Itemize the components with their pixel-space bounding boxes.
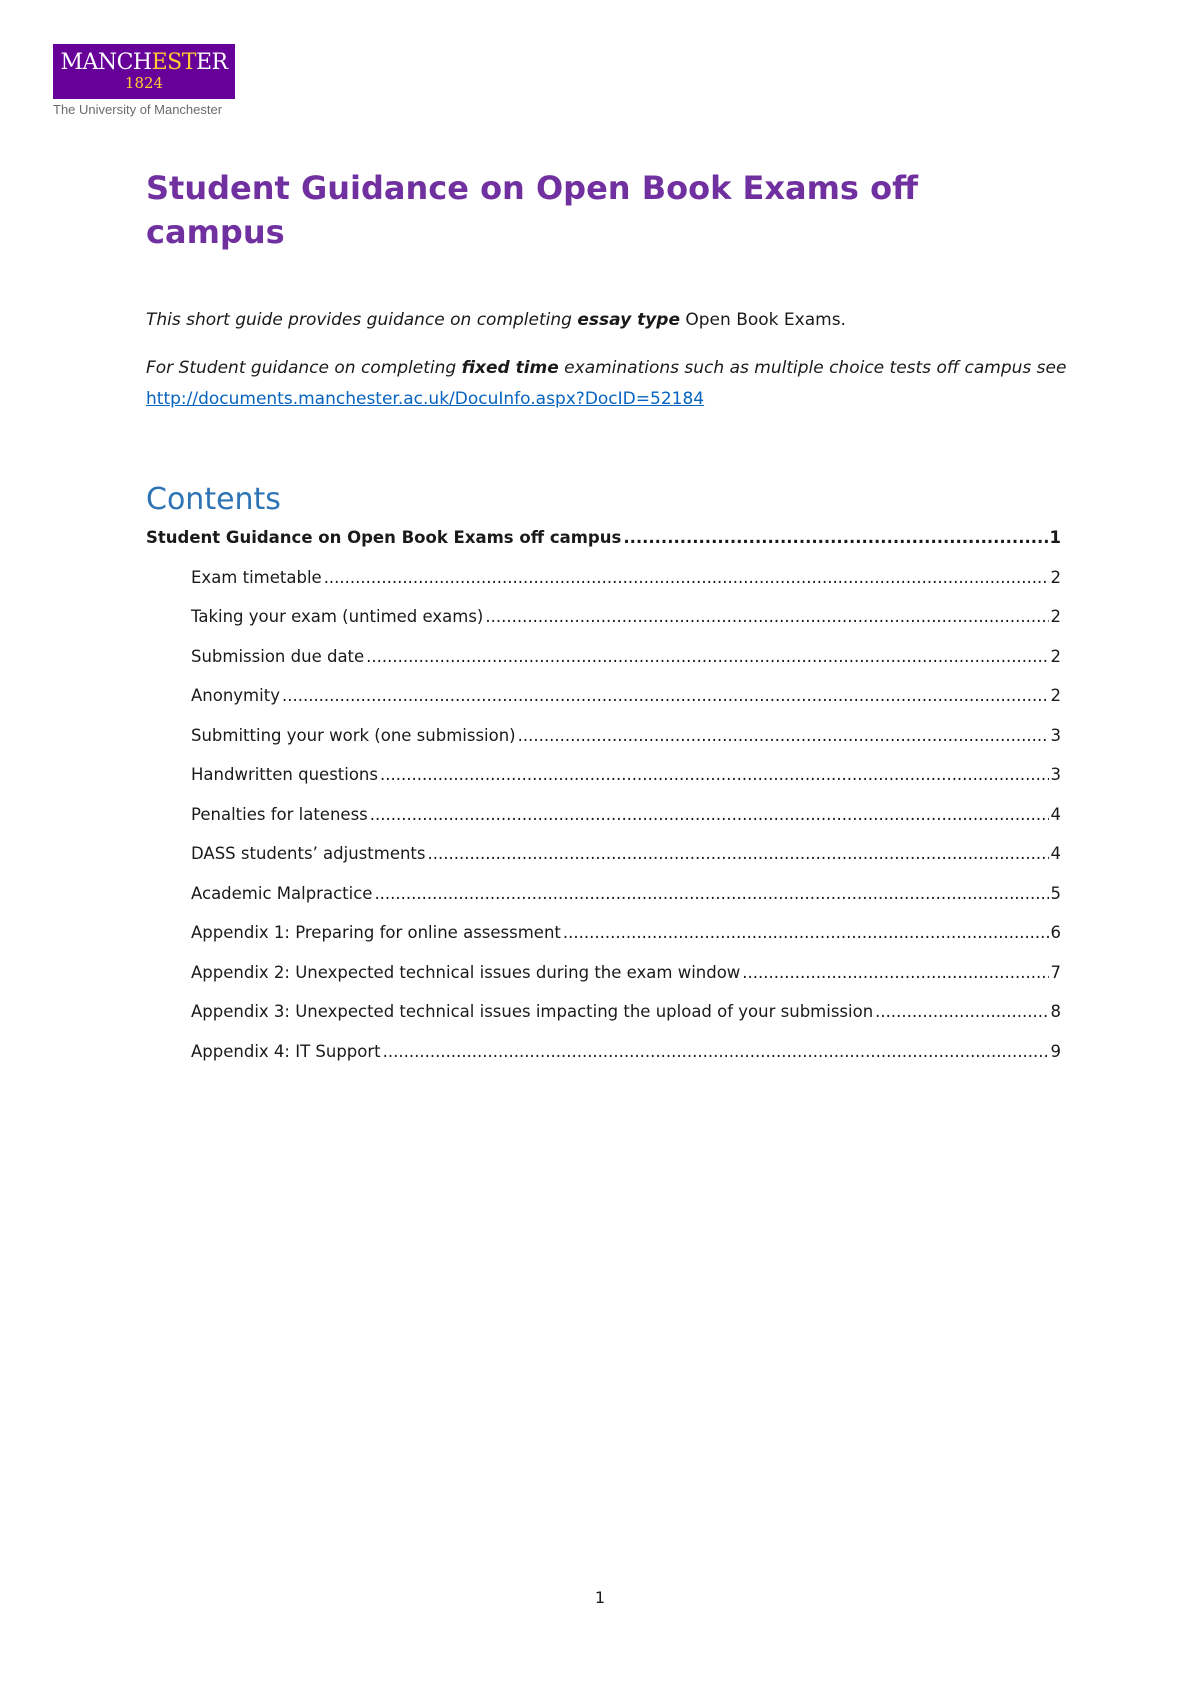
intro-p2-text-b: examinations such as multiple choice tests off campus see: [558, 358, 1067, 378]
toc-entry-label: Appendix 3: Unexpected technical issues impacting the upload of your submission: [191, 1002, 874, 1021]
logo-name-part-1: MANCH: [60, 50, 152, 75]
toc-dot-leader: [366, 647, 1048, 666]
toc-dot-leader: [374, 884, 1048, 903]
toc-entry-label: Appendix 2: Unexpected technical issues during the exam window: [191, 962, 741, 982]
toc-entry-page: 1: [1049, 528, 1061, 547]
logo-name-part-3: ER: [195, 50, 228, 75]
toc-dot-leader: [875, 1002, 1048, 1021]
toc-entry-label: Academic Malpractice: [191, 883, 373, 903]
toc-entry[interactable]: [146, 528, 1061, 568]
toc-entry-page: 2: [1050, 646, 1061, 666]
toc-entry[interactable]: [146, 923, 1061, 963]
toc-entry-label: Appendix 1: Preparing for online assessment: [191, 923, 561, 942]
toc-dot-leader: [324, 568, 1049, 587]
doc-link[interactable]: http://documents.manchester.ac.uk/DocuInfo.aspx?DocID=52184: [146, 389, 705, 409]
logo-subtitle: The University of Manchester: [53, 102, 223, 117]
toc-entry[interactable]: [146, 568, 1061, 608]
toc-entry[interactable]: [146, 647, 1061, 687]
toc-dot-leader: [282, 686, 1049, 705]
toc-entry-label: Taking your exam (untimed exams): [191, 607, 484, 626]
toc-entry-page: 9: [1050, 1041, 1061, 1061]
toc-entry-label: Anonymity: [191, 686, 280, 705]
toc-entry-page: 5: [1050, 883, 1061, 903]
table-of-contents: [146, 528, 1061, 1081]
toc-entry[interactable]: [146, 805, 1061, 845]
toc-entry-label: Submission due date: [191, 646, 365, 666]
toc-entry-label: Exam timetable: [191, 567, 322, 587]
toc-dot-leader: [370, 805, 1049, 824]
toc-entry[interactable]: [146, 1002, 1061, 1042]
toc-entry[interactable]: [146, 607, 1061, 647]
contents-heading: Contents: [146, 482, 281, 517]
intro-paragraph-2: [146, 353, 1076, 415]
toc-entry-page: 4: [1050, 804, 1061, 824]
toc-dot-leader: [742, 963, 1048, 982]
toc-dot-leader: [518, 726, 1049, 745]
intro-p2-text-a: For Student guidance on completing: [146, 358, 462, 378]
toc-entry-label: Submitting your work (one submission): [191, 725, 516, 745]
toc-dot-leader: [383, 1042, 1049, 1061]
logo-name: [60, 52, 227, 74]
toc-entry[interactable]: [146, 844, 1061, 884]
toc-entry-page: 2: [1050, 607, 1061, 626]
intro-p1-text-b: Open Book Exams.: [679, 310, 846, 330]
toc-entry-page: 3: [1050, 765, 1061, 784]
document-title: Student Guidance on Open Book Exams off campus: [146, 169, 919, 251]
intro-p2-bold: fixed time: [461, 358, 559, 378]
university-logo: [53, 44, 243, 117]
toc-dot-leader: [380, 765, 1049, 784]
toc-entry[interactable]: [146, 686, 1061, 726]
toc-entry[interactable]: [146, 1042, 1061, 1082]
toc-entry-page: 2: [1050, 567, 1061, 587]
toc-entry-page: 6: [1050, 923, 1061, 942]
toc-dot-leader: [428, 844, 1049, 863]
toc-entry-page: 3: [1050, 725, 1061, 745]
toc-entry-label: Handwritten questions: [191, 765, 378, 784]
intro-paragraph-1: [146, 305, 1076, 336]
toc-entry-page: 7: [1050, 962, 1061, 982]
toc-entry[interactable]: [146, 884, 1061, 924]
intro-section: [146, 305, 1076, 432]
toc-entry-page: 8: [1050, 1002, 1061, 1021]
toc-entry[interactable]: [146, 726, 1061, 766]
toc-entry-page: 2: [1050, 686, 1061, 705]
page-number: 1: [594, 1588, 606, 1607]
toc-entry-label: DASS students’ adjustments: [191, 844, 426, 863]
toc-entry[interactable]: [146, 963, 1061, 1003]
toc-entry-label: Appendix 4: IT Support: [191, 1041, 381, 1061]
intro-p1-text-a: This short guide provides guidance on completing: [146, 310, 578, 330]
intro-p1-bold: essay type: [577, 310, 680, 330]
toc-entry-page: 4: [1050, 844, 1061, 863]
toc-entry-label: Student Guidance on Open Book Exams off campus: [146, 528, 622, 547]
toc-entry-label: Penalties for lateness: [191, 804, 368, 824]
toc-dot-leader: [623, 528, 1047, 547]
logo-wordmark: [53, 44, 235, 99]
toc-entry[interactable]: [146, 765, 1061, 805]
logo-year: 1824: [124, 74, 164, 92]
toc-dot-leader: [485, 607, 1048, 626]
logo-name-part-2: EST: [151, 50, 196, 75]
toc-dot-leader: [563, 923, 1049, 942]
